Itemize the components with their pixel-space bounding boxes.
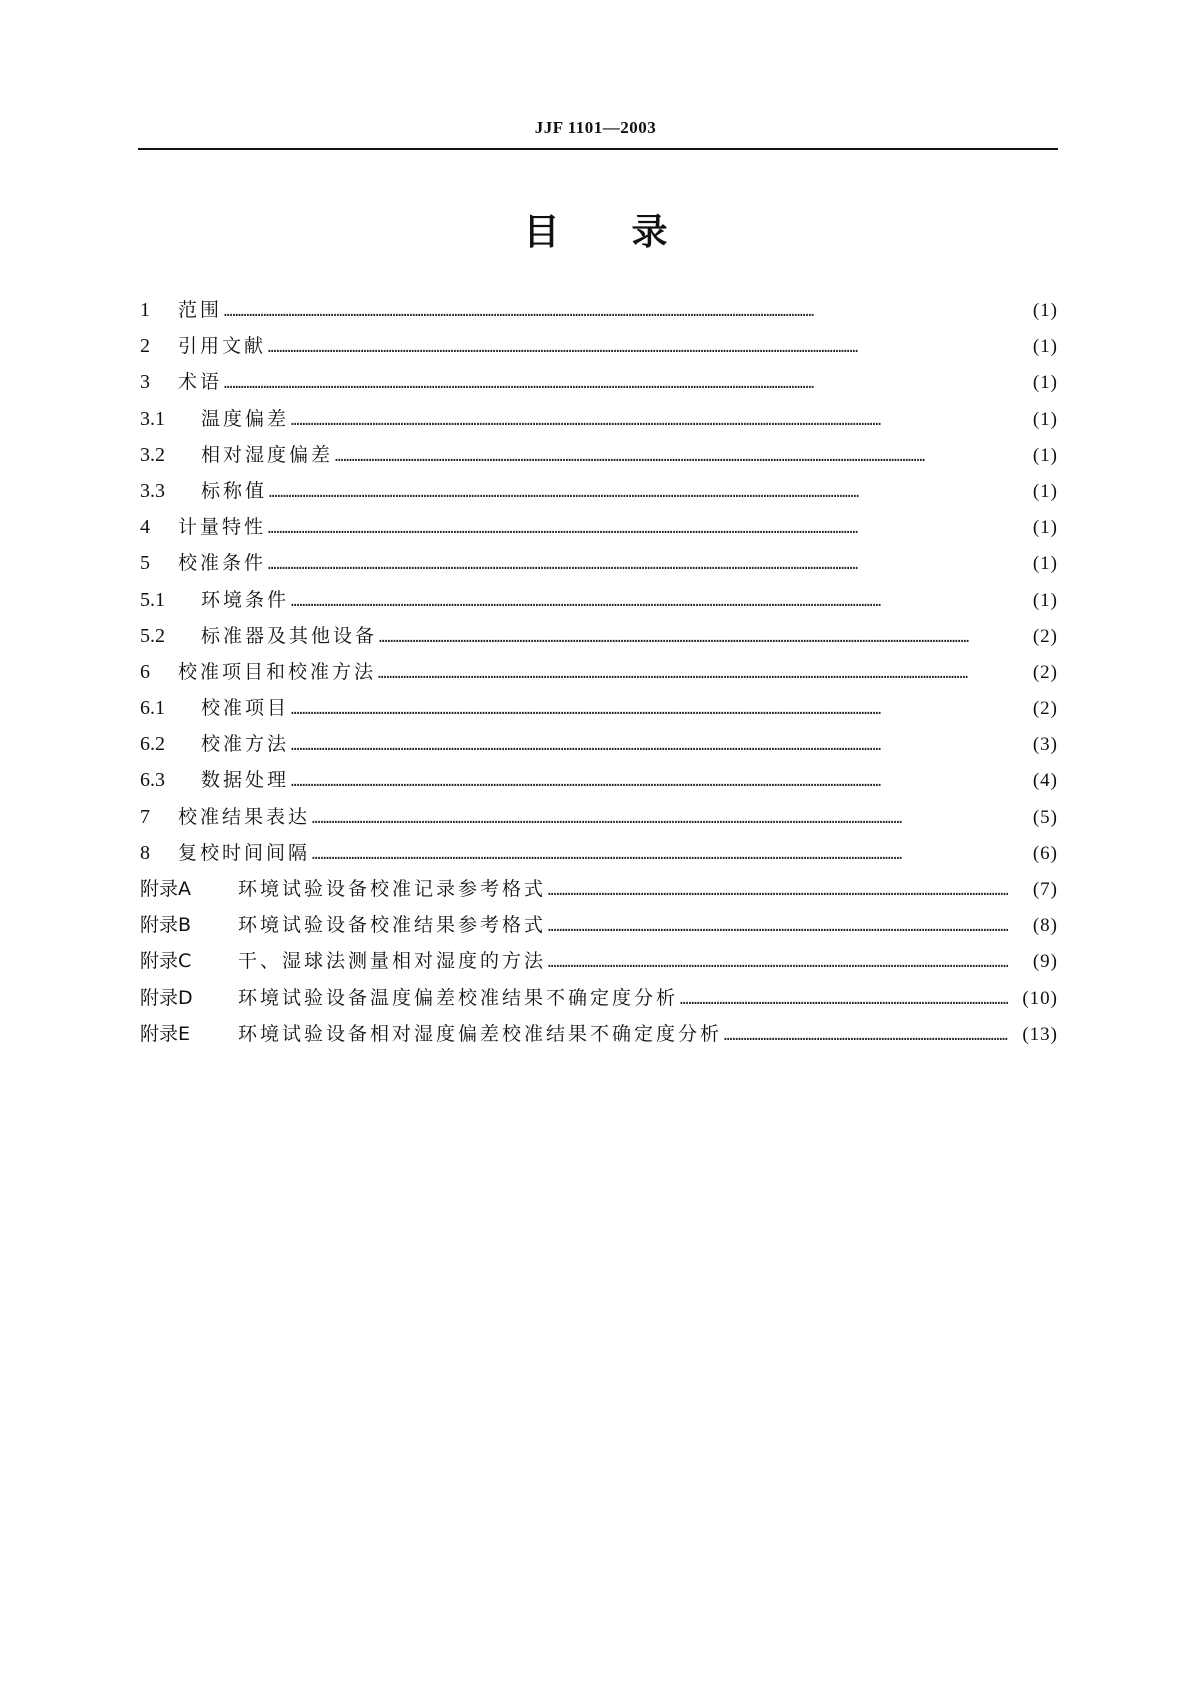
toc-entry-page: (2) xyxy=(1032,625,1058,647)
toc-entry-title: 复校时间间隔 xyxy=(178,841,311,864)
toc-entry[interactable] xyxy=(140,654,1058,690)
toc-entry-title: 术语 xyxy=(178,371,223,394)
toc-entry-number: 6 xyxy=(140,660,150,683)
toc-entry[interactable] xyxy=(140,437,1058,473)
toc-entry-page: (6) xyxy=(1032,842,1058,864)
toc-entry-number: 附录A xyxy=(140,878,191,900)
toc-entry-number: 5.2 xyxy=(140,624,165,647)
toc-entry-number: 附录C xyxy=(140,950,192,973)
page-title-char-2: 录 xyxy=(631,212,668,253)
toc-entry-page: (2) xyxy=(1032,698,1058,720)
toc-dot-leader xyxy=(548,909,1008,945)
toc-dot-leader xyxy=(312,801,1008,837)
toc-entry[interactable] xyxy=(140,401,1058,437)
toc-entry-page: (13) xyxy=(1022,1023,1058,1045)
toc-entry-page: (1) xyxy=(1032,336,1058,358)
toc-dot-leader xyxy=(548,945,1008,981)
toc-entry-number: 附录E xyxy=(140,1022,191,1045)
toc-entry-number: 3.3 xyxy=(140,479,165,502)
toc-entry-page: (1) xyxy=(1032,372,1058,394)
toc-entry-number: 5 xyxy=(140,552,150,575)
toc-entry-number: 附录D xyxy=(140,986,193,1009)
toc-dot-leader xyxy=(724,1018,1008,1054)
page-title xyxy=(0,204,1191,255)
toc-entry-title: 温度偏差 xyxy=(201,407,290,430)
toc-entry-page: (7) xyxy=(1032,879,1058,900)
toc-entry-page: (5) xyxy=(1032,806,1058,828)
toc-dot-leader xyxy=(291,403,1008,439)
toc-entry-page: (10) xyxy=(1022,987,1058,1009)
toc-entry-page: (1) xyxy=(1032,480,1058,502)
toc-entry-title: 环境条件 xyxy=(201,588,290,611)
toc-entry-number: 3.1 xyxy=(140,407,165,430)
toc-entry[interactable] xyxy=(140,943,1058,979)
toc-dot-leader xyxy=(268,511,1008,547)
toc-entry[interactable] xyxy=(140,328,1058,364)
toc-dot-leader xyxy=(268,330,1008,366)
toc-entry-title: 环境试验设备校准记录参考格式 xyxy=(238,878,547,900)
toc-entry-number: 3 xyxy=(140,371,150,394)
toc-entry-number: 2 xyxy=(140,335,150,358)
toc-entry-page: (9) xyxy=(1032,951,1058,973)
toc-entry-page: (1) xyxy=(1032,589,1058,611)
header-rule xyxy=(138,148,1058,150)
toc-entry-page: (2) xyxy=(1032,661,1058,683)
toc-entry-number: 3.2 xyxy=(140,443,165,466)
toc-entry[interactable] xyxy=(140,690,1058,726)
toc-entry[interactable] xyxy=(140,762,1058,798)
toc-entry[interactable] xyxy=(140,509,1058,545)
toc-entry[interactable] xyxy=(140,726,1058,762)
toc-entry-number: 6.3 xyxy=(140,769,165,792)
toc-entry-number: 6.1 xyxy=(140,697,165,720)
toc-entry[interactable] xyxy=(140,545,1058,581)
toc-entry-title: 范围 xyxy=(178,299,223,321)
toc-entry-number: 附录B xyxy=(140,914,192,937)
toc-entry-page: (8) xyxy=(1032,915,1058,937)
toc-entry-title: 干、湿球法测量相对湿度的方法 xyxy=(238,950,547,973)
toc-entry[interactable] xyxy=(140,907,1058,943)
toc-dot-leader xyxy=(291,584,1008,620)
toc-entry-page: (4) xyxy=(1032,770,1058,792)
toc-dot-leader xyxy=(379,620,1008,656)
toc-entry-title: 环境试验设备校准结果参考格式 xyxy=(238,914,547,937)
toc-entry-title: 校准项目和校准方法 xyxy=(178,660,377,683)
toc-dot-leader xyxy=(224,294,1008,330)
toc-entry-title: 环境试验设备温度偏差校准结果不确定度分析 xyxy=(238,986,679,1009)
toc-entry-title: 标称值 xyxy=(201,479,268,502)
toc-dot-leader xyxy=(378,656,1008,692)
toc-entry[interactable] xyxy=(140,364,1058,400)
toc-dot-leader xyxy=(291,692,1008,728)
toc-entry-page: (1) xyxy=(1032,444,1058,466)
toc-entry-title: 环境试验设备相对湿度偏差校准结果不确定度分析 xyxy=(238,1022,723,1045)
toc-entry[interactable] xyxy=(140,292,1058,328)
toc-entry[interactable] xyxy=(140,618,1058,654)
toc-entry[interactable] xyxy=(140,1016,1058,1052)
toc-entry-page: (1) xyxy=(1032,300,1058,321)
toc-dot-leader xyxy=(268,547,1008,583)
toc-entry-title: 相对湿度偏差 xyxy=(201,443,334,466)
toc-entry-title: 校准方法 xyxy=(201,733,290,756)
toc-dot-leader xyxy=(224,366,1008,402)
document-code: JJF 1101—2003 xyxy=(534,118,657,137)
toc-entry-page: (3) xyxy=(1032,734,1058,756)
toc-dot-leader xyxy=(548,873,1008,909)
toc-entry-page: (1) xyxy=(1032,553,1058,575)
toc-entry-number: 5.1 xyxy=(140,588,165,611)
toc-entry[interactable] xyxy=(140,871,1058,907)
toc-entry-page: (1) xyxy=(1032,517,1058,539)
toc-entry-title: 校准结果表达 xyxy=(178,805,311,828)
toc-dot-leader xyxy=(335,439,1008,475)
toc-entry-number: 6.2 xyxy=(140,733,165,756)
toc-entry-title: 校准条件 xyxy=(178,552,267,575)
toc-entry[interactable] xyxy=(140,799,1058,835)
table-of-contents xyxy=(140,292,1058,1052)
toc-entry[interactable] xyxy=(140,473,1058,509)
page-title-char-1: 目 xyxy=(523,212,560,253)
toc-entry-page: (1) xyxy=(1032,408,1058,430)
toc-entry-number: 4 xyxy=(140,516,150,539)
toc-entry[interactable] xyxy=(140,582,1058,618)
toc-dot-leader xyxy=(291,728,1008,764)
toc-entry[interactable] xyxy=(140,835,1058,871)
toc-entry-title: 数据处理 xyxy=(201,769,290,792)
toc-entry[interactable] xyxy=(140,980,1058,1016)
toc-entry-number: 8 xyxy=(140,841,150,864)
toc-entry-title: 引用文献 xyxy=(178,335,267,358)
toc-dot-leader xyxy=(269,475,1008,511)
toc-dot-leader xyxy=(312,837,1008,873)
toc-entry-title: 计量特性 xyxy=(178,516,267,539)
toc-entry-number: 1 xyxy=(140,299,150,321)
toc-dot-leader xyxy=(680,982,1008,1018)
toc-entry-title: 校准项目 xyxy=(201,697,290,720)
toc-entry-number: 7 xyxy=(140,805,150,828)
toc-entry-title: 标准器及其他设备 xyxy=(201,624,378,647)
toc-dot-leader xyxy=(291,764,1008,800)
